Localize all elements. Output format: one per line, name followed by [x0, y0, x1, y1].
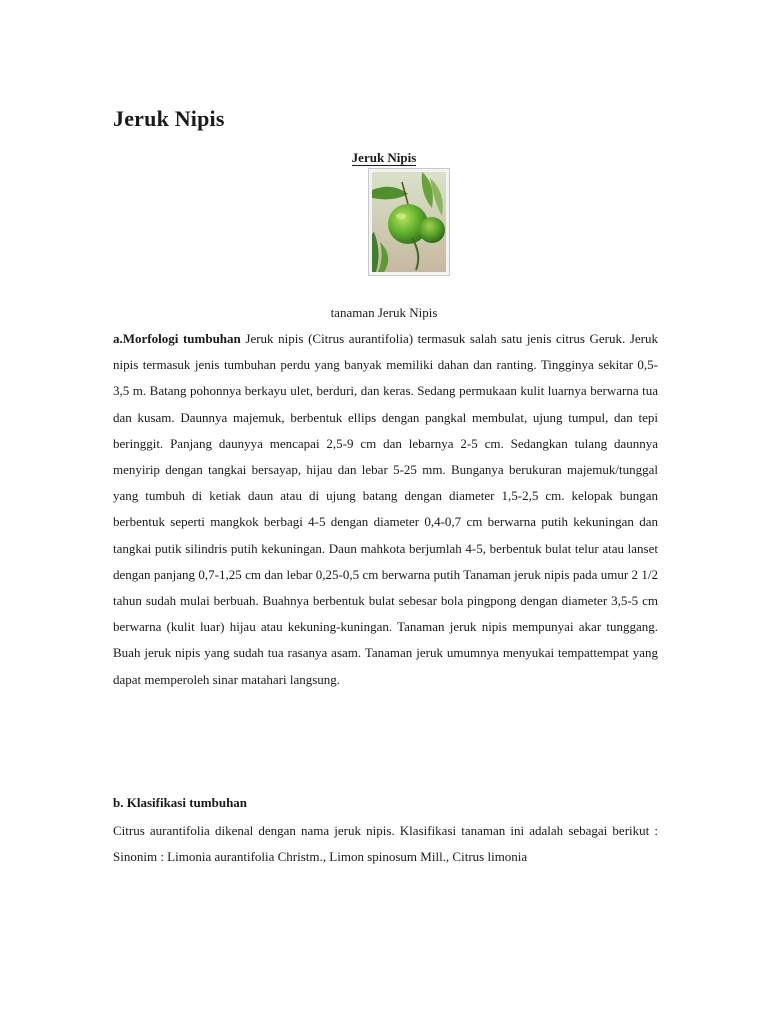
section-a-text: Jeruk nipis (Citrus aurantifolia) termasuk salah satu jenis citrus Geruk. Jeruk nipis termasuk jenis tumbuhan perdu yang banyak memiliki dahan dan ranting. Tingginya sekitar 0,5-3,5 m. Batang pohonnya berkayu ulet, berduri, dan keras. Sedang permukaan kulit luarnya berwarna tua dan kusam. Daunnya majemuk, berbentuk ellips dengan pangkal membulat, ujung tumpul, dan tepi beringgit. Panjang daunyya mencapai 2,5-9 cm dan lebarnya 2-5 cm. Sedangkan tulang daunnya menyirip dengan tangkai bersayap, hijau dan lebar 5-25 mm. Bunganya berukuran majemuk/tunggal yang tumbuh di ketiak daun atau di ujung batang dengan diameter 1,5-2,5 cm. kelopak bungan berbentuk seperti mangkok berbagi 4-5 dengan diameter 0,4-0,7 cm berwarna putih kekuningan dan tangkai putik silindris putih kekuningan. Daun mahkota berjumlah 4-5, berbentuk bulat telur atau lanset dengan panjang 0,7-1,25 cm dan lebar 0,25-0,5 cm berwarna putih Tanaman jeruk nipis pada umur 2 1/2 tahun sudah mulai berbuah. Buahnya berbentuk bulat sebesar bola pingpong dengan diameter 3,5-5 cm berwarna (kulit luar) hijau atau kekuning-kuningan. Tanaman jeruk nipis mempunyai akar tunggang. Buah jeruk nipis yang sudah tua rasanya asam. Tanaman jeruk umumnya menyukai tempattempat yang dapat memperoleh sinar matahari langsung. [113, 331, 659, 687]
lime-fruit-icon [372, 172, 446, 272]
page-title: Jeruk Nipis [113, 106, 225, 131]
section-a-lead: a.Morfologi tumbuhan [113, 331, 241, 346]
figure-title-text: Jeruk Nipis [351, 150, 417, 165]
section-a-paragraph [113, 326, 658, 693]
section-b-paragraph: Citrus aurantifolia dikenal dengan nama jeruk nipis. Klasifikasi tanaman ini adalah sebagai berikut : Sinonim : Limonia aurantifolia Christm., Limon spinosum Mill., Citrus limonia [113, 823, 658, 865]
figure-caption: tanaman Jeruk Nipis [330, 305, 438, 320]
lime-photo [368, 168, 450, 276]
figure-title [0, 150, 768, 166]
section-b-heading: b. Klasifikasi tumbuhan [113, 795, 248, 810]
